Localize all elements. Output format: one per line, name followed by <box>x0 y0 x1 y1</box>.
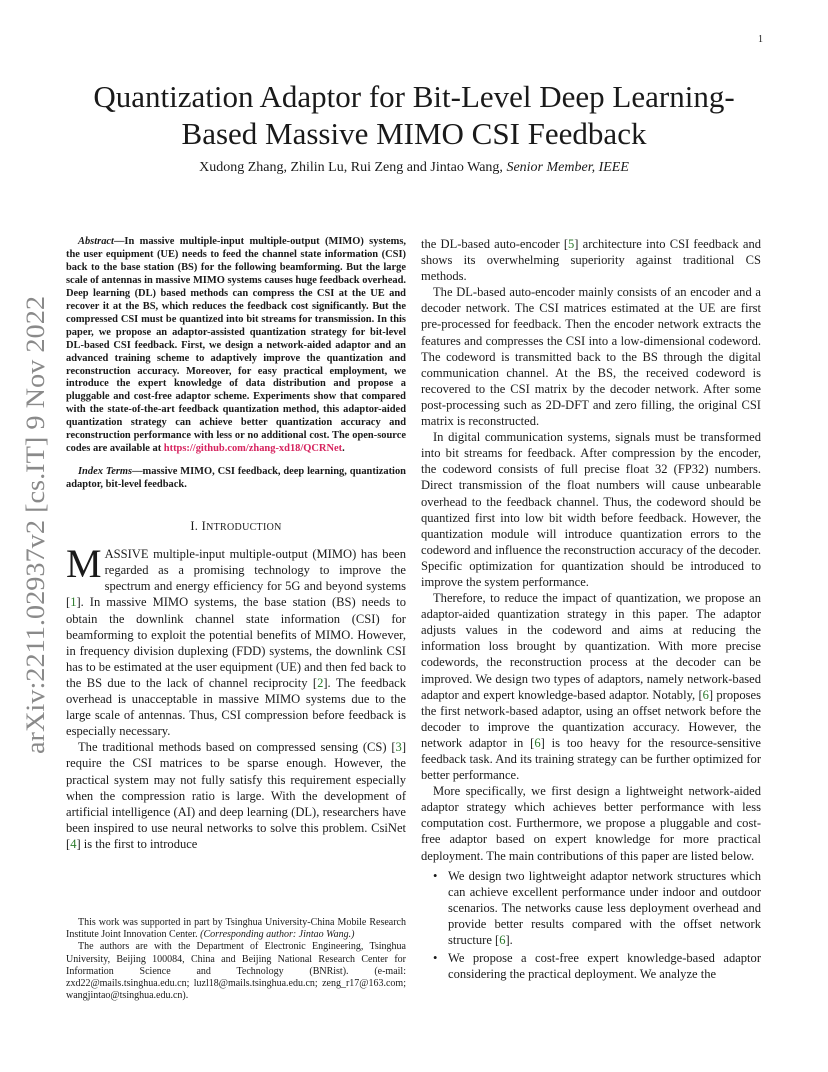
right-paragraph-4: Therefore, to reduce the impact of quantization, we propose an adaptor-aided quantization strategy in this paper. The adaptor adjusts values in the codeword and aims at reducing the information loss brought by quantization. With more precise codewords, the reconstruction process at the decoder can be improved. We design two types of adaptors, namely network-based adaptor and expert knowledge-based adaptor. Notably, [6] proposes the first network-based adaptor, using an offset network before the decoder to improve the quantization accuracy. However, the network adaptor in [6] is too heavy for the resource-sensitive feedback task. And its training strategy can be further optimized for better performance. <box>421 591 761 783</box>
list-item: • We propose a cost-free expert knowledge-based adaptor considering the practical deployment. We analyze the <box>421 950 761 982</box>
index-terms <box>66 466 406 492</box>
citation-link[interactable]: 6 <box>534 735 541 750</box>
abstract-lead: Abstract <box>78 236 114 247</box>
citation-link[interactable]: 4 <box>70 836 77 851</box>
intro-paragraph-1: MASSIVE multiple-input multiple-output (MIMO) has been regarded as a promising technology to improve the spectrum and energy efficiency for 5G and beyond systems [1]. In massive MIMO systems, the base station (BS) needs to obtain the downlink channel state information (CSI) for beamforming to exploit the potential benefits of MIMO. However, in frequency division duplexing (FDD) systems, the downlink CSI has to be estimated at the user equipment (UE) and then fed back to the BS due to the lack of channel reciprocity [2]. The feedback overhead is unacceptable in massive MIMO systems due to the large scale of antennas. Thus, CSI compression before feedback is especially necessary. <box>66 541 406 739</box>
section-heading-introduction: I. INTRODUCTION <box>190 519 282 534</box>
author-affiliation: Senior Member, IEEE <box>506 160 629 175</box>
citation-link[interactable]: 6 <box>499 933 506 948</box>
paper-title: Quantization Adaptor for Bit-Level Deep Learning-Based Massive MIMO CSI Feedback <box>93 79 735 151</box>
citation-link[interactable]: 2 <box>317 675 324 690</box>
arxiv-id-text: arXiv:2211.02937v2 [cs.IT] 9 Nov 2022 <box>21 333 50 754</box>
citation-link[interactable]: 3 <box>395 740 402 755</box>
footnote-funding: This work was supported in part by Tsinghua University-China Mobile Research Institute Joint Innovation Center. (Corresponding author: Jintao Wang.) <box>66 917 406 941</box>
right-paragraph-3: In digital communication systems, signals must be transformed into bit streams for feedback. After compression by the encoder, the codeword consists of full precise float 32 (FP32) numbers. Direct transmission of the float numbers will cause unbearable overhead to the feedback channel. Thus, the codeword should be quantized first into low bit width before feedback. However, the quantization module will introduce quantization errors to the codeword and influence the reconstruction accuracy of the decoder. Specific optimization for quantization should be introduced to improve the system performance. <box>421 430 761 589</box>
page-number: 1 <box>758 34 763 45</box>
footnote <box>66 917 406 1002</box>
right-paragraph-2: The DL-based auto-encoder mainly consists of an encoder and a decoder network. The CSI matrices estimated at the UE are first pre-processed for feedback. Then the encoder network extracts the features and compresses the CSI into a low-dimensional codeword. The codeword is transmitted back to the BS through the digital communication channel. At the BS, the received codeword is recovered to the CSI matrix by the decoder network. After some post-processing such as 2D-DFT and zero filling, the original CSI matrix is reconstructed. <box>421 285 761 429</box>
code-link[interactable]: https://github.com/zhang-xd18/QCRNet <box>163 443 343 455</box>
arxiv-identifier <box>8 296 56 756</box>
right-paragraph-5: More specifically, we first design a lightweight network-aided adaptor strategy which achieves better performance with less computation cost. Furthermore, we propose a pluggable and cost-free adaptor based on expert knowledge for more practical deployment. The main contributions of this paper are listed below. <box>421 784 761 863</box>
citation-link[interactable]: 5 <box>568 237 575 251</box>
left-column <box>66 236 406 852</box>
abstract-body: —In massive multiple-input multiple-output (MIMO) systems, the user equipment (UE) needs to feed the channel state information (CSI) back to the base station (BS) for the following beamforming. But the large scale of antennas in massive MIMO systems causes huge feedback overhead. Deep learning (DL) based methods can compress the CSI at the UE and recover it at the BS, which reduces the feedback cost significantly. But the compressed CSI must be quantized into bit streams for transmission. In this paper, we propose an adaptor-assisted quantization strategy for bit-level DL-based CSI feedback. First, we design a network-aided adaptor and an advanced training scheme to adaptively improve the quantization and reconstruction accuracy. Moreover, for easy practical employment, we introduce the expert knowledge of data distribution and propose a pluggable and cost-free adaptor scheme. Experiments show that compared with the state-of-the-art feedback quantization method, this adaptor-aided quantization strategy can achieve better quantization accuracy and reconstruction performance with less or no additional cost. The open-source codes are available at <box>66 236 406 455</box>
index-terms-body: —massive MIMO, CSI feedback, deep learning, quantization adaptor, bit-level feedback. <box>66 466 406 491</box>
citation-link[interactable]: 6 <box>702 687 709 702</box>
drop-cap: M <box>66 541 102 587</box>
right-column <box>421 236 761 984</box>
contribution-list <box>421 868 761 983</box>
author-line <box>60 160 768 176</box>
intro-paragraph-2: The traditional methods based on compressed sensing (CS) [3] require the CSI matrices to be sparse enough. However, the practical system may not fully satisfy this requirement especially when the compression ratio is large. With the development of artificial intelligence (AI) and deep learning (DL), researchers have been inspired to use neural networks to solve this problem. CsiNet [4] is the first to introduce <box>66 740 406 851</box>
citation-link[interactable]: 1 <box>70 595 77 610</box>
list-item: • We design two lightweight adaptor network structures which can achieve excellent performance under indoor and outdoor scenarios. The networks cause less deployment overhead and provide better results compared with the offset network structure [6]. <box>421 868 761 948</box>
index-terms-lead: Index Terms <box>78 466 133 478</box>
author-names: Xudong Zhang, Zhilin Lu, Rui Zeng and Jintao Wang, <box>199 160 507 175</box>
abstract: Abstract—In massive multiple-input multiple-output (MIMO) systems, the user equipment (UE) needs to feed the channel state information (CSI) back to the base station (BS) for the following beamforming. But the large scale of antennas in massive MIMO systems causes huge feedback overhead. Deep learning (DL) based methods can compress the CSI at the UE and recover it at the BS, which reduces the feedback cost significantly. But the compressed CSI must be quantized into bit streams for transmission. In this paper, we propose an adaptor-assisted quantization strategy for bit-level DL-based CSI feedback. First, we design a network-aided adaptor and an advanced training scheme to adaptively improve the quantization and reconstruction accuracy. Moreover, for easy practical employment, we introduce the expert knowledge of data distribution and propose a pluggable and cost-free adaptor scheme. Experiments show that compared with the state-of-the-art feedback quantization method, this adaptor-aided quantization strategy can achieve better quantization accuracy and reconstruction performance with less or no additional cost. The open-source codes are available at https://github.com/zhang-xd18/QCRNet. <box>66 236 406 455</box>
right-paragraph-1: the DL-based auto-encoder [5] architecture into CSI feedback and shows its overwhelming superiority against traditional CS methods. <box>421 237 761 284</box>
footnote-affiliation: The authors are with the Department of Electronic Engineering, Tsinghua University, Beijing 100084, China and Beijing National Research Center for Information Science and Technology (BNRist). (e-mail: zxd22@mails.tsinghua.edu.cn; luzl18@mails.tsinghua.edu.cn; zeng_r17@163.com; wangjintao@tsinghua.edu.cn). <box>66 941 406 1002</box>
